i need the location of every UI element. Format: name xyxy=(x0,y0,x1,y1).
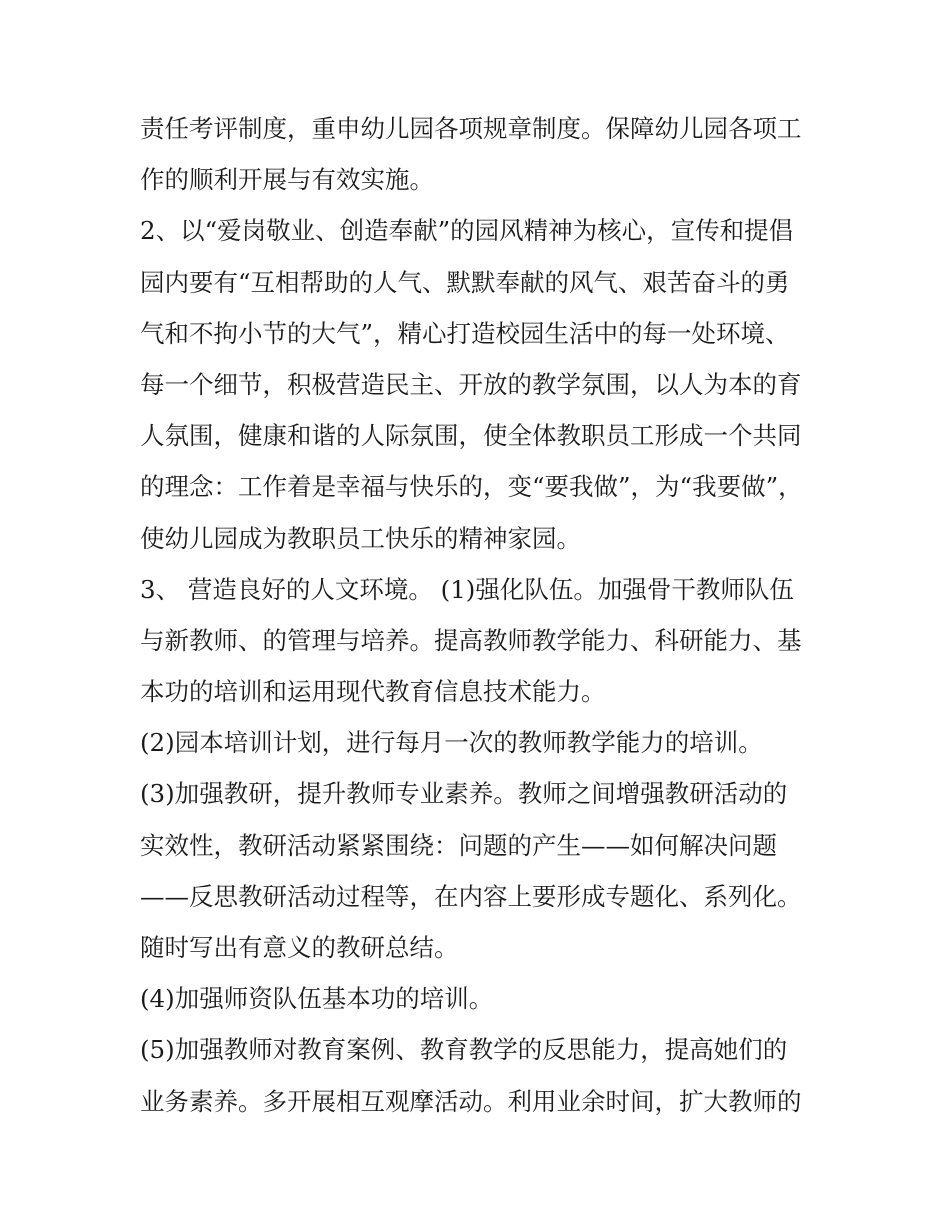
text-line: 园内要有“互相帮助的人气、默默奉献的风气、艰苦奋斗的勇 xyxy=(140,267,790,297)
text-line: 使幼儿园成为教职员工快乐的精神家园。 xyxy=(140,523,581,553)
text-line: 本功的培训和运用现代教育信息技术能力。 xyxy=(140,677,606,707)
text-line: 气和不拘小节的大气”，精心打造校园生活中的每一处环境、 xyxy=(140,318,790,348)
text-line: ——反思教研活动过程等，在内容上要形成专题化、系列化。 xyxy=(140,881,802,911)
text-line: (5)加强教师对教育案例、教育教学的反思能力，提高她们的 xyxy=(140,1035,788,1065)
text-line: (3)加强教研，提升教师专业素养。教师之间增强教研活动的 xyxy=(140,779,788,809)
text-line: (2)园本培训计划，进行每月一次的教师教学能力的培训。 xyxy=(140,728,763,758)
text-line: 2、以“爱岗敬业、创造奉献”的园风精神为核心，宣传和提倡 xyxy=(140,216,794,246)
document-body xyxy=(140,103,820,1127)
text-line: 每一个细节，积极营造民主、开放的教学氛围，以人为本的育 xyxy=(140,369,802,399)
text-line: 实效性，教研活动紧紧围绕：问题的产生——如何解决问题 xyxy=(140,830,777,860)
text-line: (4)加强师资队伍基本功的培训。 xyxy=(140,984,494,1014)
text-line: 3、 营造良好的人文环境。 (1)强化队伍。加强骨干教师队伍 xyxy=(140,574,794,604)
text-line: 与新教师、的管理与培养。提高教师教学能力、科研能力、基 xyxy=(140,625,802,655)
text-line: 业务素养。多开展相互观摩活动。利用业余时间，扩大教师的 xyxy=(140,1086,802,1116)
text-line: 人氛围，健康和谐的人际氛围，使全体教职员工形成一个共同 xyxy=(140,421,802,451)
text-line: 责任考评制度，重申幼儿园各项规章制度。保障幼儿园各项工 xyxy=(140,114,802,143)
text-line: 随时写出有意义的教研总结。 xyxy=(140,933,459,962)
text-line: 的理念：工作着是幸福与快乐的，变“要我做”，为“我要做”， xyxy=(140,472,803,502)
text-line: 作的顺利开展与有效实施。 xyxy=(140,165,434,195)
